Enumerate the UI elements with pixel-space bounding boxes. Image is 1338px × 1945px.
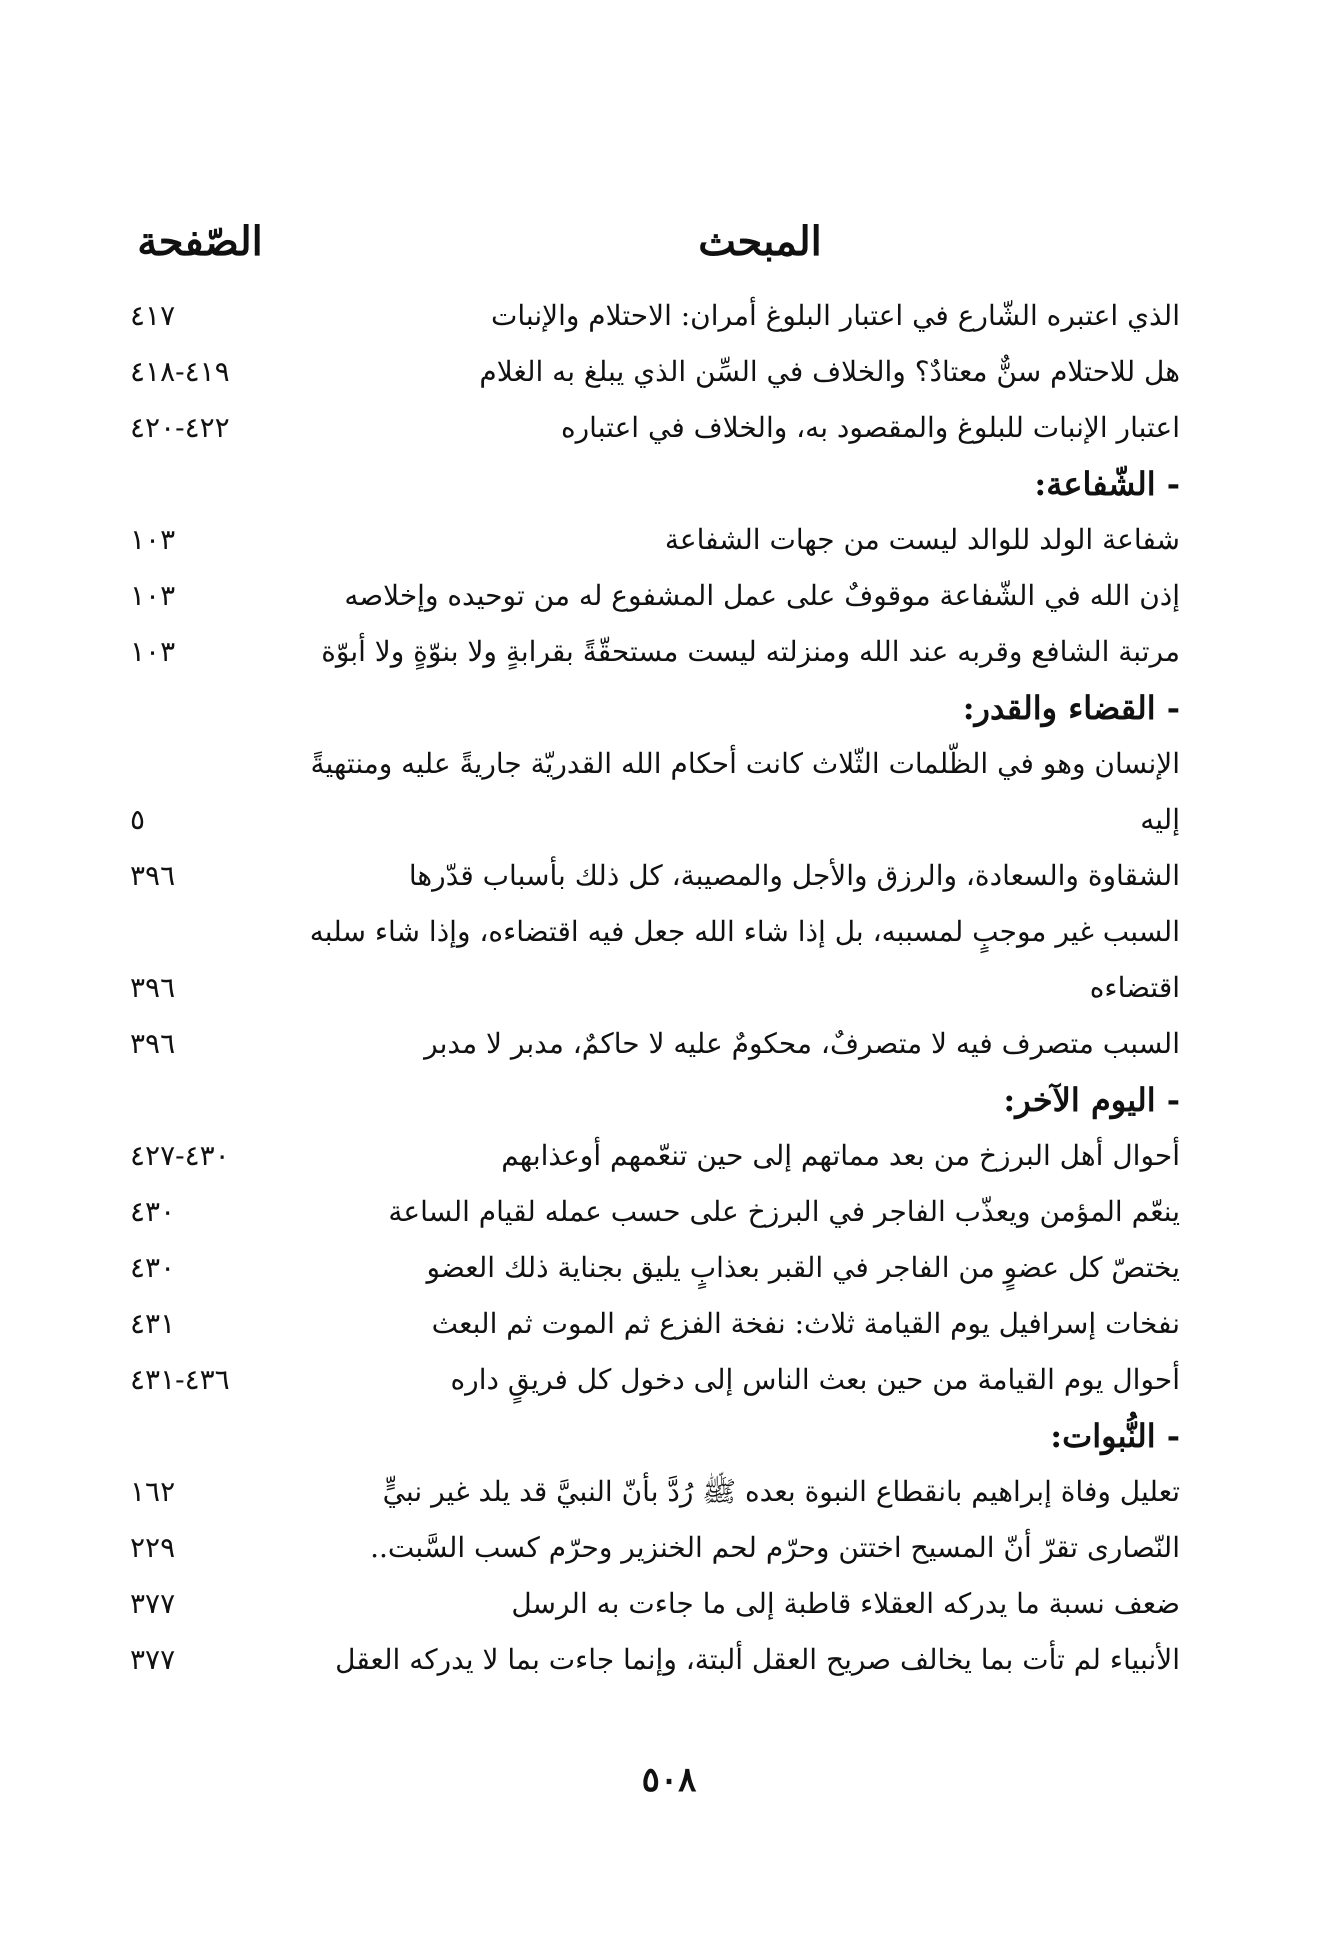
index-entry	[110, 288, 1180, 344]
entry-page: ٤٣١	[130, 1307, 176, 1340]
section-heading	[110, 1072, 1180, 1128]
entry-topic: هل للاحتلام سنٌّ معتادٌ؟ والخلاف في السِّن الذي يبلغ به الغلام	[479, 355, 1180, 388]
topic-column-header: المبحث	[698, 218, 822, 265]
index-list	[110, 288, 1180, 1688]
entry-topic: شفاعة الولد للوالد ليست من جهات الشفاعة	[664, 523, 1180, 556]
entry-topic: تعليل وفاة إبراهيم بانقطاع النبوة بعده ﷺ رُدَّ بأنّ النبيَّ قد يلد غير نبيٍّ	[382, 1475, 1180, 1508]
index-entry	[110, 1352, 1180, 1408]
entry-page: ٤١٩-٤١٨	[130, 355, 230, 388]
entry-page: ٣٩٦	[130, 859, 176, 892]
index-entry	[110, 848, 1180, 904]
entry-page: ٤١٧	[130, 299, 176, 332]
entry-page: ٢٢٩	[130, 1531, 176, 1564]
index-entry	[110, 344, 1180, 400]
entry-topic: مرتبة الشافع وقربه عند الله ومنزلته ليست مستحقّةً بقرابةٍ ولا بنوّةٍ ولا أبوّة	[321, 635, 1180, 668]
section-heading	[110, 1408, 1180, 1464]
entry-page: ٥	[130, 803, 146, 836]
entry-page: ١٠٣	[130, 635, 176, 668]
index-entry	[110, 1128, 1180, 1184]
entry-page: ١٠٣	[130, 523, 176, 556]
entry-page: ١٠٣	[130, 579, 176, 612]
entry-page: ٣٩٦	[130, 1027, 176, 1060]
index-entry	[110, 736, 1180, 848]
index-entry	[110, 1632, 1180, 1688]
index-entry	[110, 904, 1180, 1016]
index-entry	[110, 1240, 1180, 1296]
entry-topic: السبب غير موجبٍ لمسببه، بل إذا شاء الله جعل فيه اقتضاءه، وإذا شاء سلبه اقتضاءه	[309, 915, 1180, 1004]
index-entry	[110, 568, 1180, 624]
entry-topic: الشقاوة والسعادة، والرزق والأجل والمصيبة، كل ذلك بأسباب قدّرها	[408, 859, 1180, 892]
entry-page: ٤٣٦-٤٣١	[130, 1363, 230, 1396]
table-header	[0, 218, 1338, 278]
index-entry	[110, 1296, 1180, 1352]
entry-page: ٤٣٠	[130, 1195, 176, 1228]
entry-topic: ضعف نسبة ما يدركه العقلاء قاطبة إلى ما جاءت به الرسل	[511, 1587, 1180, 1620]
entry-page: ٣٧٧	[130, 1587, 176, 1620]
index-entry	[110, 624, 1180, 680]
entry-page: ٤٣٠-٤٢٧	[130, 1139, 230, 1172]
entry-topic: السبب متصرف فيه لا متصرفٌ، محكومٌ عليه لا حاكمٌ، مدبر لا مدبر	[424, 1027, 1180, 1060]
index-entry	[110, 1520, 1180, 1576]
entry-topic: يختصّ كل عضوٍ من الفاجر في القبر بعذابٍ يليق بجناية ذلك العضو	[426, 1251, 1180, 1284]
section-title: - اليوم الآخر:	[1003, 1081, 1180, 1119]
entry-topic: الأنبياء لم تأت بما يخالف صريح العقل ألبتة، وإنما جاءت بما لا يدركه العقل	[335, 1643, 1180, 1676]
index-entry	[110, 1016, 1180, 1072]
section-title: - النُّبوات:	[1050, 1417, 1180, 1455]
entry-topic: اعتبار الإنبات للبلوغ والمقصود به، والخلاف في اعتباره	[560, 411, 1180, 444]
entry-topic: أحوال أهل البرزخ من بعد مماتهم إلى حين تنعّمهم أوعذابهم	[501, 1139, 1180, 1172]
entry-page: ١٦٢	[130, 1475, 176, 1508]
entry-page: ٤٢٢-٤٢٠	[130, 411, 230, 444]
entry-topic: الذي اعتبره الشّارع في اعتبار البلوغ أمران: الاحتلام والإنبات	[491, 299, 1180, 332]
page-number: ٥٠٨	[641, 1760, 697, 1800]
index-entry	[110, 1184, 1180, 1240]
index-entry	[110, 512, 1180, 568]
section-title: - القضاء والقدر:	[962, 689, 1180, 727]
entry-topic: أحوال يوم القيامة من حين بعث الناس إلى دخول كل فريقٍ داره	[450, 1363, 1180, 1396]
section-title: - الشّفاعة:	[1034, 465, 1180, 503]
entry-topic: الإنسان وهو في الظّلمات الثّلاث كانت أحكام الله القدريّة جاريةً عليه ومنتهيةً إليه	[310, 747, 1180, 836]
section-heading	[110, 680, 1180, 736]
entry-topic: إذن الله في الشّفاعة موقوفٌ على عمل المشفوع له من توحيده وإخلاصه	[344, 579, 1180, 612]
index-entry	[110, 400, 1180, 456]
entry-topic: نفخات إسرافيل يوم القيامة ثلاث: نفخة الفزع ثم الموت ثم البعث	[431, 1307, 1180, 1340]
entry-page: ٤٣٠	[130, 1251, 176, 1284]
index-entry	[110, 1464, 1180, 1520]
page-column-header: الصّفحة	[137, 218, 263, 265]
entry-topic: ينعّم المؤمن ويعذّب الفاجر في البرزخ على حسب عمله لقيام الساعة	[388, 1195, 1180, 1228]
entry-topic: النّصارى تقرّ أنّ المسيح اختتن وحرّم لحم الخنزير وحرّم كسب السَّبت..	[370, 1531, 1180, 1564]
entry-page: ٣٧٧	[130, 1643, 176, 1676]
entry-page: ٣٩٦	[130, 971, 176, 1004]
section-heading	[110, 456, 1180, 512]
index-entry	[110, 1576, 1180, 1632]
